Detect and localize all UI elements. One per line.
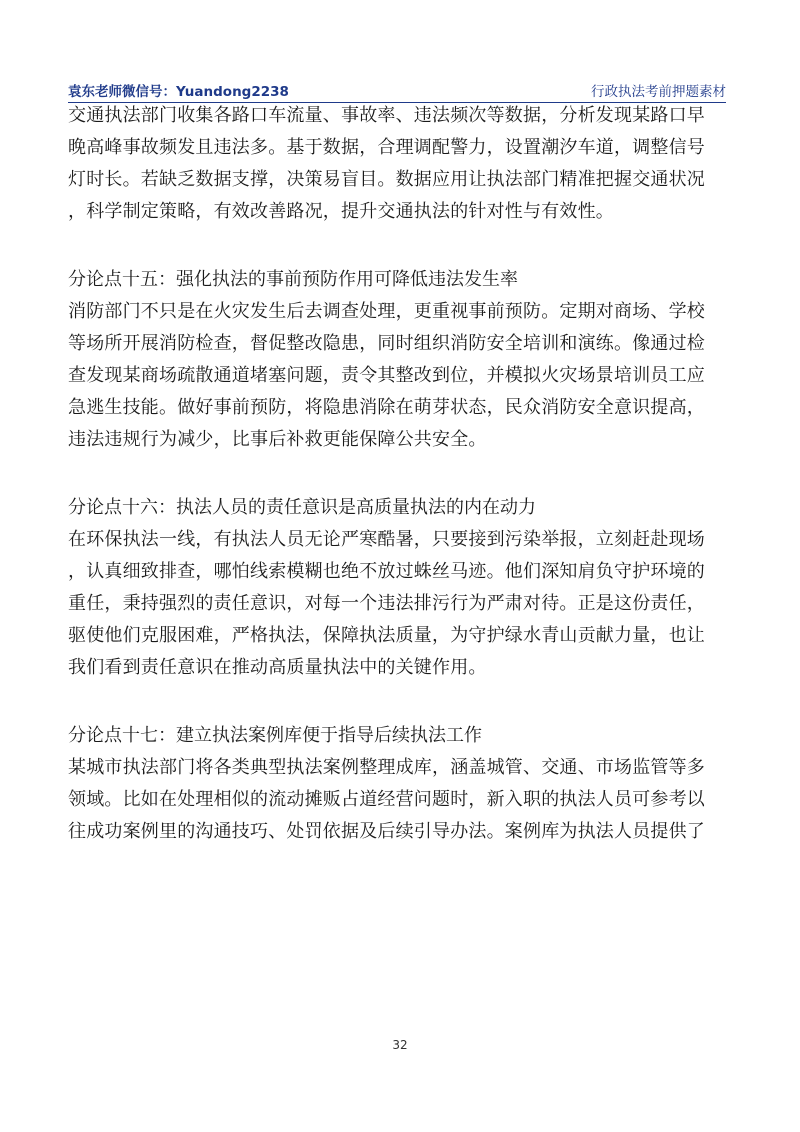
section-spacer	[68, 456, 728, 492]
paragraph-line: 往成功案例里的沟通技巧、处罚依据及后续引导办法。案例库为执法人员提供了	[68, 821, 705, 842]
section-15	[68, 264, 728, 456]
header-title: 行政执法考前押题素材	[591, 84, 726, 100]
document-body	[68, 100, 728, 848]
section-heading: 分论点十七：建立执法案例库便于指导后续执法工作	[68, 725, 482, 746]
intro-paragraph	[68, 100, 728, 228]
paragraph-line: 等场所开展消防检查，督促整改隐患，同时组织消防安全培训和演练。像通过检	[68, 333, 705, 354]
section-spacer	[68, 684, 728, 720]
page-number: 32	[392, 1038, 408, 1052]
paragraph-line: 晚高峰事故频发且违法多。基于数据，合理调配警力，设置潮汐车道，调整信号	[68, 137, 705, 158]
paragraph-line: 交通执法部门收集各路口车流量、事故率、违法频次等数据，分析发现某路口早	[68, 105, 705, 126]
paragraph-line: 违法违规行为减少，比事后补救更能保障公共安全。	[68, 429, 487, 450]
paragraph-line: 在环保执法一线，有执法人员无论严寒酷暑，只要接到污染举报，立刻赶赴现场	[68, 529, 705, 550]
paragraph-line: 灯时长。若缺乏数据支撑，决策易盲目。数据应用让执法部门精准把握交通状况	[68, 169, 705, 190]
section-paragraph	[68, 296, 728, 456]
paragraph-line: 重任，秉持强烈的责任意识，对每一个违法排污行为严肃对待。正是这份责任，	[68, 593, 705, 614]
paragraph-line: 急逃生技能。做好事前预防，将隐患消除在萌芽状态，民众消防安全意识提高，	[68, 397, 705, 418]
paragraph-line: ，认真细致排查，哪怕线索模糊也绝不放过蛛丝马迹。他们深知肩负守护环境的	[68, 561, 705, 582]
paragraph-line: 查发现某商场疏散通道堵塞问题，责令其整改到位，并模拟火灾场景培训员工应	[68, 365, 705, 386]
section-17	[68, 720, 728, 848]
paragraph-line: 驱使他们克服困难，严格执法，保障执法质量，为守护绿水青山贡献力量，也让	[68, 625, 705, 646]
header-contact: 袁东老师微信号：Yuandong2238	[68, 84, 289, 100]
section-paragraph	[68, 752, 728, 848]
section-heading: 分论点十五：强化执法的事前预防作用可降低违法发生率	[68, 269, 518, 290]
paragraph-line: 我们看到责任意识在推动高质量执法中的关键作用。	[68, 657, 487, 678]
section-heading: 分论点十六：执法人员的责任意识是高质量执法的内在动力	[68, 497, 536, 518]
paragraph-line: 领域。比如在处理相似的流动摊贩占道经营问题时，新入职的执法人员可参考以	[68, 789, 705, 810]
paragraph-line: 某城市执法部门将各类典型执法案例整理成库，涵盖城管、交通、市场监管等多	[68, 757, 705, 778]
paragraph-line: ，科学制定策略，有效改善路况，提升交通执法的针对性与有效性。	[68, 201, 614, 222]
paragraph-line: 消防部门不只是在火灾发生后去调查处理，更重视事前预防。定期对商场、学校	[68, 301, 705, 322]
section-spacer	[68, 228, 728, 264]
section-paragraph	[68, 524, 728, 684]
section-16	[68, 492, 728, 684]
